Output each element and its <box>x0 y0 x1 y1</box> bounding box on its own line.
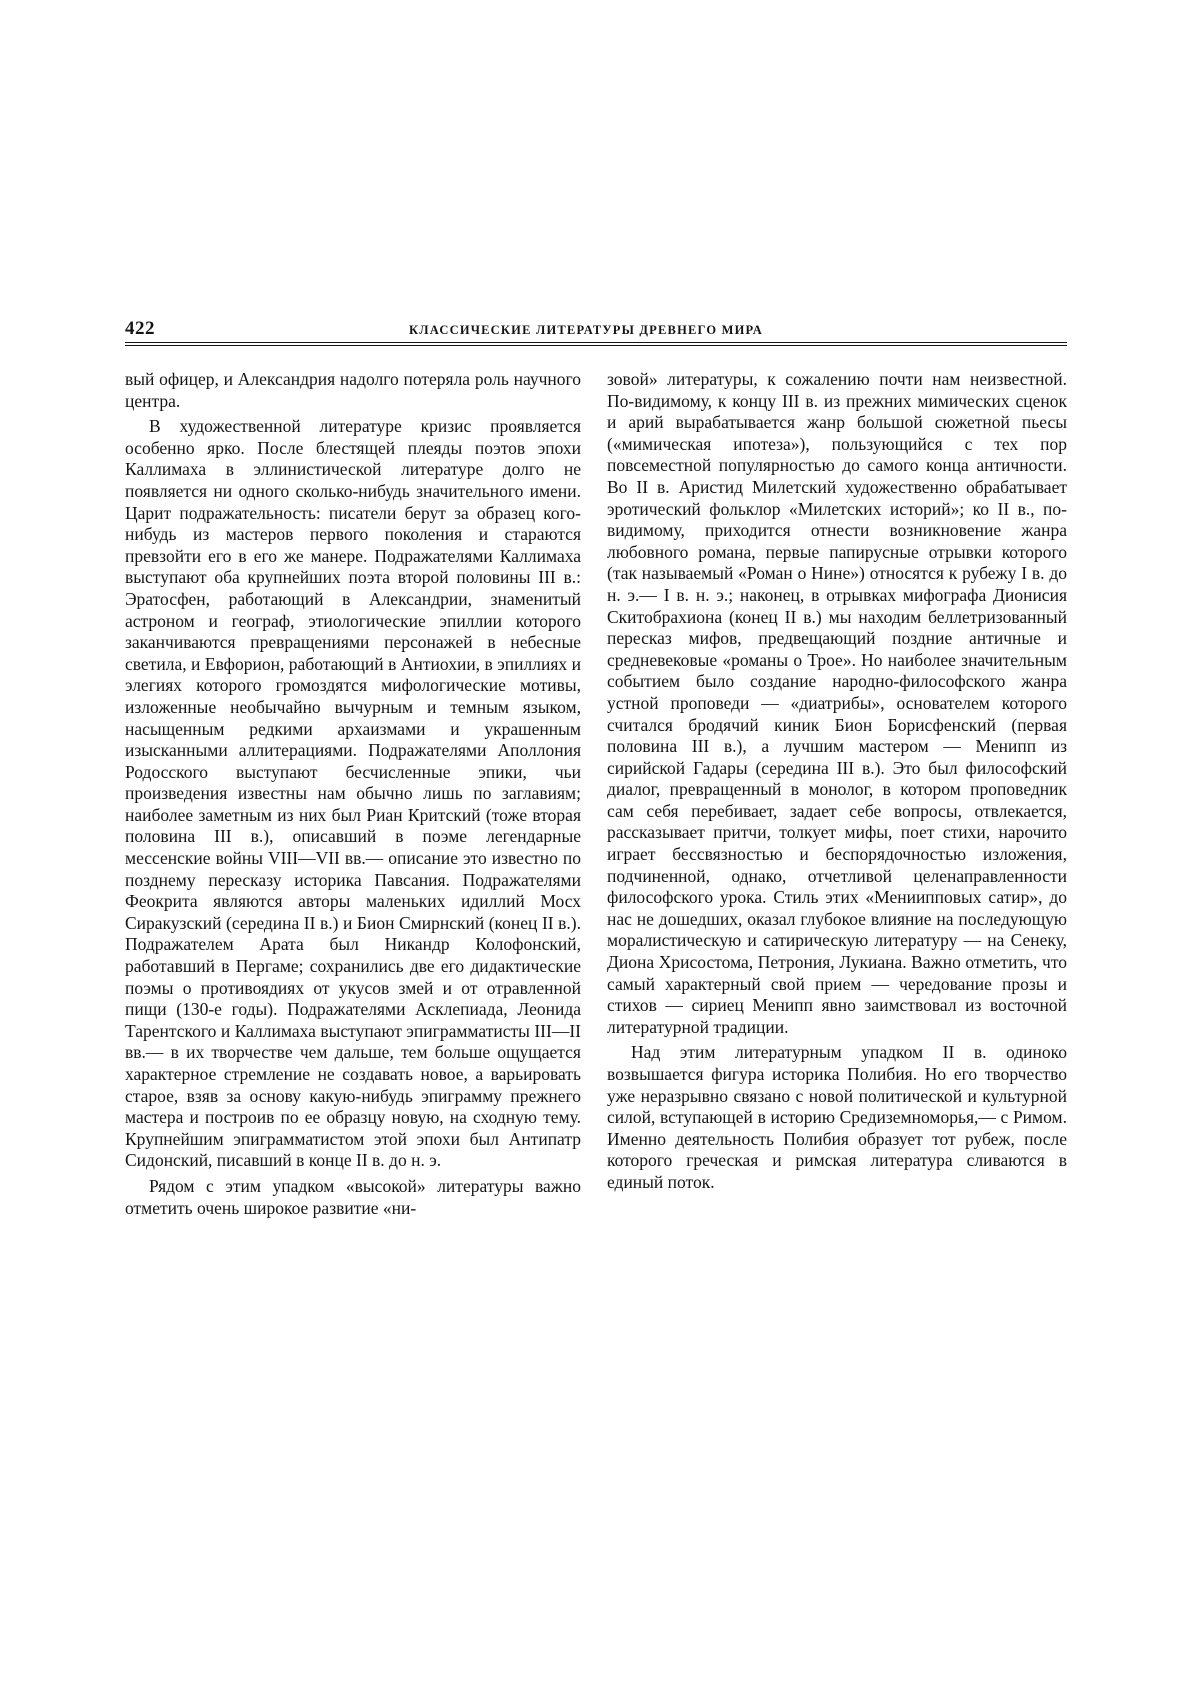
header-rule-thin <box>125 345 1067 346</box>
paragraph: Над этим литературным упадком II в. одиноко возвышается фигура историка Полибия. Но его творчество уже неразрывно связано с новой политической и культурной силой, вступающей в историю Средиземноморья,— с Римом. Именно деятельность Полибия образует тот рубеж, после которого греческая и римская литература сливаются в единый поток. <box>607 1042 1067 1192</box>
paragraph: В художественной литературе кризис проявляется особенно ярко. После блестящей плеяды поэтов эпохи Каллимаха в эллинистической литературе долго не появляется ни одного сколько-нибудь значительного имени. Царит подражательность: писатели берут за образец кого-нибудь из мастеров первого поколения и стараются превзойти его в его же манере. Подражателями Каллимаха выступают оба крупнейших поэта второй половины III в.: Эратосфен, работающий в Александрии, знаменитый астроном и географ, этиологические эпиллии которого заканчиваются превращениями персонажей в небесные светила, и Евфорион, работающий в Антиохии, в эпиллиях и элегиях которого громоздятся мифологические мотивы, изложенные необычайно вычурным и темным языком, насыщенным редкими архаизмами и украшенным изысканными аллитерациями. Подражателями Аполлония Родосского выступают бесчисленные эпики, чьи произведения известны нам обычно лишь по заглавиям; наиболее заметным из них был Риан Критский (тоже вторая половина III в.), описавший в поэме легендарные мессенские войны VIII—VII вв.— описание это известно по позднему пересказу историка Павсания. Подражателями Феокрита являются авторы маленьких идиллий Мосх Сиракузский (середина II в.) и Бион Смирнский (конец II в.). Подражателем Арата был Никандр Колофонский, работавший в Пергаме; сохранились две его дидактические поэмы о противоядиях от укусов змей и от отравленной пищи (130-е годы). Подражателями Асклепиада, Леонида Тарентского и Каллимаха выступают эпиграмматисты III—II вв.— в их творчестве чем дальше, тем больше ощущается характерное стремление не создавать новое, а варьировать старое, взяв за основу какую-нибудь эпиграмму прежнего мастера и построив по ее образцу новую, на сходную тему. Крупнейшим эпиграмматистом этой эпохи был Антипатр Сидонский, писавший в конце II в. до н. э. <box>125 416 581 1171</box>
left-column <box>125 369 581 1219</box>
paragraph: вый офицер, и Александрия надолго потеряла роль научного центра. <box>125 369 581 411</box>
page-number: 422 <box>125 318 155 339</box>
paragraph: зовой» литературы, к сожалению почти нам неизвестной. По-видимому, к концу III в. из прежних мимических сценок и арий вырабатывается жанр большой сюжетной пьесы («мимическая ипотеза»), пользующийся с тех пор повсеместной популярностью до самого конца античности. Во II в. Аристид Милетский художественно обрабатывает эротический фольклор «Милетских историй»; ко II в., по-видимому, приходится отнести возникновение жанра любовного романа, первые папирусные отрывки которого (так называемый «Роман о Нине») относятся к рубежу I в. до н. э.— I в. н. э.; наконец, в отрывках мифографа Дионисия Скитобрахиона (конец II в.) мы находим беллетризованный пересказ мифов, предвещающий поздние античные и средневековые «романы о Трое». Но наиболее значительным событием было создание народно-философского жанра устной проповеди — «диатрибы», основателем которого считался бродячий киник Бион Борисфенский (первая половина III в.), а лучшим мастером — Менипп из сирийской Гадары (середина III в.). Это был философский диалог, превращенный в монолог, в котором проповедник сам себя перебивает, задает себе вопросы, отвлекается, рассказывает притчи, толкует мифы, поет стихи, нарочито играет бессвязностью и беспорядочностью изложения, подчиненной, однако, отчетливой целенаправленности философского урока. Стиль этих «Мениипповых сатир», до нас не дошедших, оказал глубокое влияние на последующую моралистическую и сатирическую литературу — на Сенеку, Диона Хрисостома, Петрония, Лукиана. Важно отметить, что самый характерный свой прием — чередование прозы и стихов — сириец Менипп явно заимствовал из восточной литературной традиции. <box>607 369 1067 1037</box>
header-rule <box>125 342 1067 343</box>
running-title: КЛАССИЧЕСКИЕ ЛИТЕРАТУРЫ ДРЕВНЕГО МИРА <box>409 323 764 337</box>
paragraph: Рядом с этим упадком «высокой» литературы важно отметить очень широкое развитие «ни- <box>125 1175 581 1218</box>
right-column <box>607 369 1067 1194</box>
page-header <box>125 318 1067 344</box>
